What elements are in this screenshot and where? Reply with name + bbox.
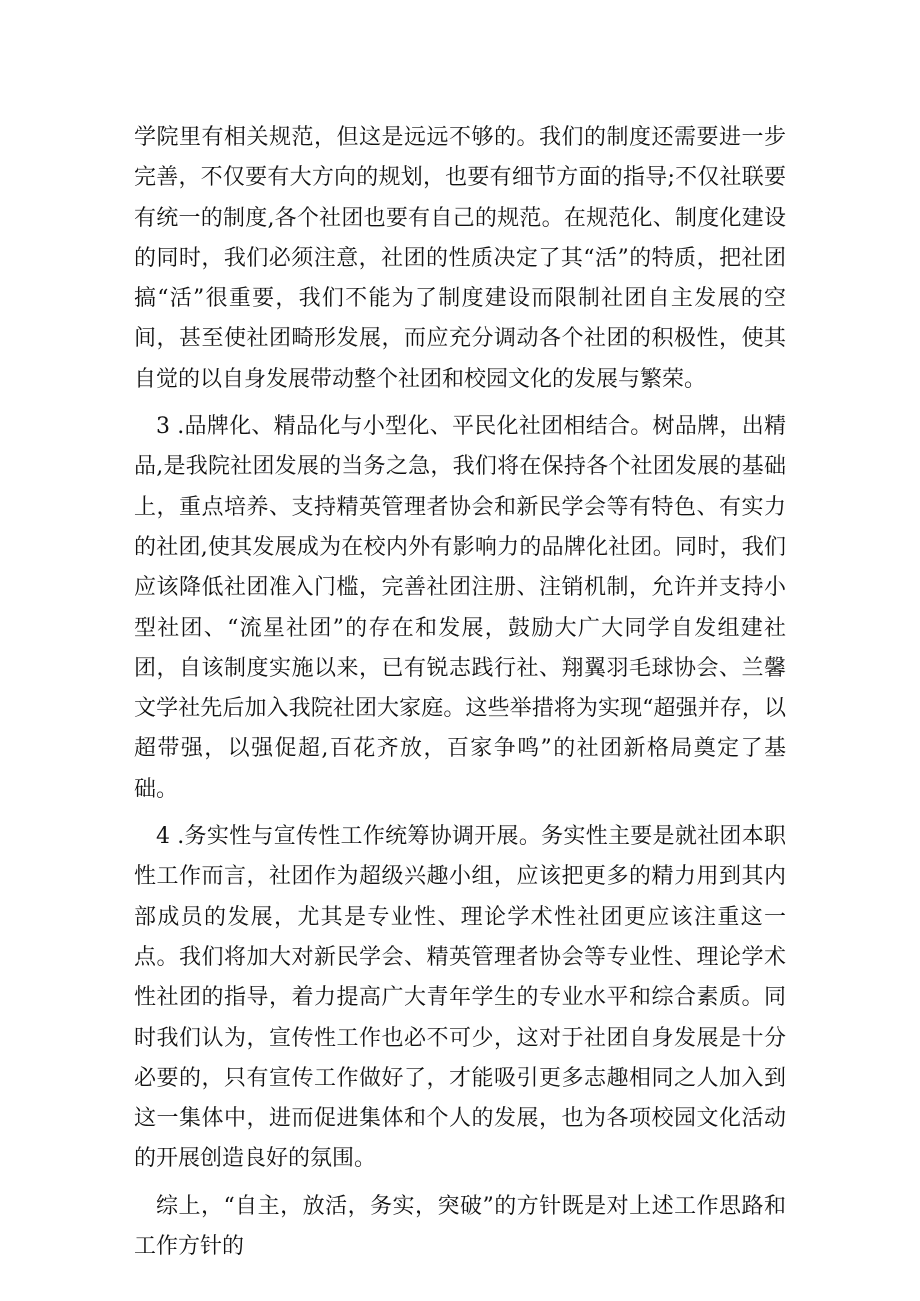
paragraph-continuation: 学院里有相关规范，但这是远远不够的。我们的制度还需要进一步完善，不仅要有大方向的规划，也要有细节方面的指导;不仅社联要有统一的制度,各个社团也要有自己的规范。在规范化、制度化建设的同时，我们必须注意，社团的性质决定了其“活”的特质，把社团搞“活”很重要，我们不能为了制度建设而限制社团自主发展的空间，甚至使社团畸形发展，而应充分调动各个社团的积极性，使其自觉的以自身发展带动整个社团和校园文化的发展与繁荣。 (134, 125, 786, 392)
paragraph-item-4: 4 .务实性与宣传性工作统筹协调开展。务实性主要是就社团本职性工作而言，社团作为超级兴趣小组，应该把更多的精力用到其内部成员的发展，尤其是专业性、理论学术性社团更应该注重这一点。我们将加大对新民学会、精英管理者协会等专业性、理论学术性社团的指导，着力提高广大青年学生的专业水平和综合素质。同时我们认为，宣传性工作也必不可少，这对于社团自身发展是十分必要的，只有宣传工作做好了，才能吸引更多志趣相同之人加入到这一集体中，进而促进集体和个人的发展，也为各项校园文化活动的开展创造良好的氛围。 (134, 824, 786, 1172)
paragraph-summary: 综上，“自主，放活，务实，突破”的方针既是对上述工作思路和工作方针的 (134, 1193, 786, 1260)
document-body (134, 118, 786, 1274)
paragraph-item-3: 3 .品牌化、精品化与小型化、平民化社团相结合。树品牌，出精品,是我院社团发展的当务之急，我们将在保持各个社团发展的基础上，重点培养、支持精英管理者协会和新民学会等有特色、有实力的社团,使其发展成为在校内外有影响力的品牌化社团。同时，我们应该降低社团准入门槛，完善社团注册、注销机制，允许并支持小型社团、“流星社团”的存在和发展，鼓励大广大同学自发组建社团，自该制度实施以来，已有锐志践行社、翔翼羽毛球协会、兰馨文学社先后加入我院社团大家庭。这些举措将为实现“超强并存，以超带强，以强促超,百花齐放，百家争鸣”的社团新格局奠定了基础。 (134, 414, 786, 802)
